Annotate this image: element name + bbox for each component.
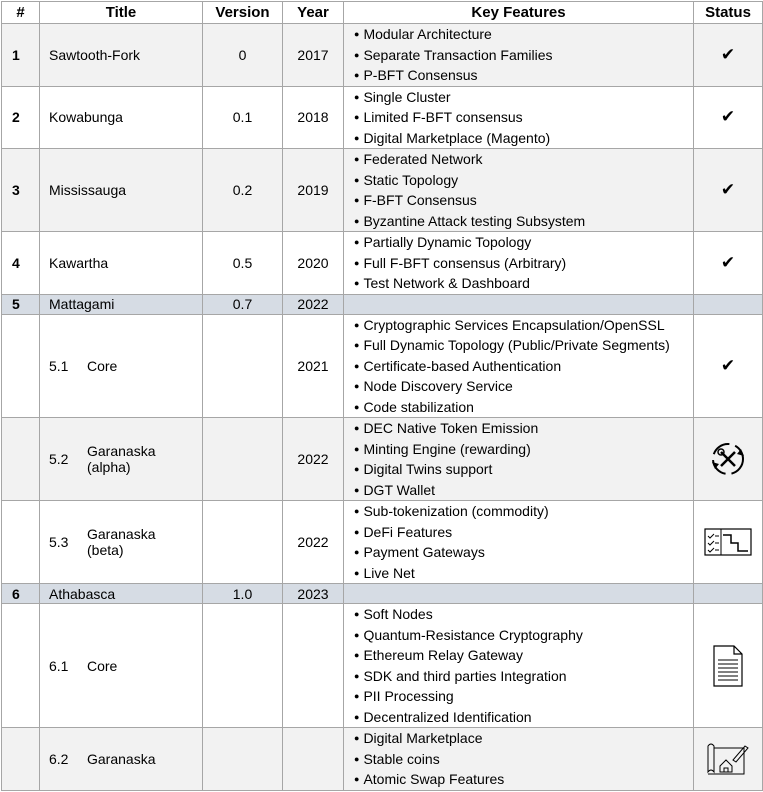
row-version: 0.5	[203, 232, 283, 295]
feature-item: ● Limited F-BFT consensus	[354, 107, 693, 128]
feature-item: ● SDK and third parties Integration	[354, 666, 693, 687]
blueprint-icon	[705, 740, 751, 778]
row-year: 2022	[283, 294, 344, 314]
feature-item: ● Federated Network	[354, 149, 693, 170]
table-row	[2, 232, 763, 295]
row-features	[344, 314, 694, 418]
row-status	[694, 294, 763, 314]
row-title: Sawtooth-Fork	[40, 24, 203, 87]
feature-item: ● Partially Dynamic Topology	[354, 232, 693, 253]
feature-item: ● Byzantine Attack testing Subsystem	[354, 211, 693, 232]
sub-number: 5.1	[49, 357, 69, 374]
table-row	[2, 149, 763, 232]
row-title	[40, 418, 203, 501]
check-icon: ✔	[720, 355, 736, 375]
row-title	[40, 728, 203, 791]
row-year: 2018	[283, 86, 344, 149]
roadmap-table	[1, 1, 763, 791]
header-version: Version	[203, 2, 283, 24]
feature-item: ● Minting Engine (rewarding)	[354, 439, 693, 460]
row-features	[344, 86, 694, 149]
sub-title: Core	[87, 357, 118, 374]
feature-item: ● Quantum-Resistance Cryptography	[354, 625, 693, 646]
feature-item: ● Cryptographic Services Encapsulation/OpenSSL	[354, 315, 693, 336]
table-row	[2, 86, 763, 149]
row-status	[694, 149, 763, 232]
row-status	[694, 418, 763, 501]
row-number: 6	[2, 584, 40, 604]
row-status	[694, 604, 763, 728]
row-version	[203, 314, 283, 418]
in-progress-tools-icon	[708, 439, 748, 479]
feature-item: ● Full F-BFT consensus (Arbitrary)	[354, 253, 693, 274]
row-features	[344, 149, 694, 232]
row-title: Mississauga	[40, 149, 203, 232]
row-number: 5	[2, 294, 40, 314]
row-year: 2022	[283, 501, 344, 584]
feature-item: ● Atomic Swap Features	[354, 769, 693, 790]
row-title	[40, 604, 203, 728]
row-features	[344, 232, 694, 295]
row-year	[283, 728, 344, 791]
table-row	[2, 418, 763, 501]
document-icon	[711, 644, 745, 688]
row-version	[203, 604, 283, 728]
row-number: 1	[2, 24, 40, 87]
feature-item: ● Sub-tokenization (commodity)	[354, 501, 693, 522]
feature-item: ● Static Topology	[354, 170, 693, 191]
row-status	[694, 728, 763, 791]
table-row	[2, 294, 763, 314]
feature-item: ● Single Cluster	[354, 87, 693, 108]
feature-item: ● Node Discovery Service	[354, 376, 693, 397]
row-version: 0.2	[203, 149, 283, 232]
table-row	[2, 24, 763, 87]
row-status	[694, 314, 763, 418]
row-number: 3	[2, 149, 40, 232]
feature-item: ● Test Network & Dashboard	[354, 273, 693, 294]
sub-title: Garanaska (alpha)	[87, 443, 156, 475]
feature-item: ● Certificate-based Authentication	[354, 356, 693, 377]
table-row	[2, 604, 763, 728]
feature-item: ● Full Dynamic Topology (Public/Private Segments)	[354, 335, 693, 356]
row-status	[694, 501, 763, 584]
row-number	[2, 314, 40, 418]
row-year: 2023	[283, 584, 344, 604]
row-features	[344, 604, 694, 728]
feature-item: ● Digital Twins support	[354, 459, 693, 480]
row-version	[203, 418, 283, 501]
header-year: Year	[283, 2, 344, 24]
feature-item: ● PII Processing	[354, 686, 693, 707]
header-num: #	[2, 2, 40, 24]
row-version: 0	[203, 24, 283, 87]
sub-title: Garanaska (beta)	[87, 526, 156, 558]
header-key-features: Key Features	[344, 2, 694, 24]
feature-item: ● Payment Gateways	[354, 542, 693, 563]
header-status: Status	[694, 2, 763, 24]
feature-item: ● F-BFT Consensus	[354, 190, 693, 211]
header-title: Title	[40, 2, 203, 24]
table-row	[2, 728, 763, 791]
row-version: 1.0	[203, 584, 283, 604]
feature-item: ● Digital Marketplace (Magento)	[354, 128, 693, 149]
checklist-workflow-icon	[704, 528, 752, 556]
row-year	[283, 604, 344, 728]
row-status	[694, 86, 763, 149]
table-row	[2, 584, 763, 604]
check-icon: ✔	[720, 180, 736, 199]
feature-item: ● Live Net	[354, 563, 693, 584]
table-row	[2, 314, 763, 418]
row-number	[2, 501, 40, 584]
check-icon: ✔	[720, 252, 736, 272]
check-icon: ✔	[720, 44, 736, 64]
feature-item: ● Code stabilization	[354, 397, 693, 418]
row-title: Kowabunga	[40, 86, 203, 149]
row-status	[694, 584, 763, 604]
row-number	[2, 604, 40, 728]
row-title	[40, 501, 203, 584]
header-row	[2, 2, 763, 24]
feature-item: ● DEC Native Token Emission	[354, 418, 693, 439]
sub-title: Garanaska	[87, 750, 156, 767]
row-title: Athabasca	[40, 584, 203, 604]
feature-item: ● Decentralized Identification	[354, 707, 693, 728]
row-title	[40, 314, 203, 418]
row-year: 2017	[283, 24, 344, 87]
row-features	[344, 501, 694, 584]
row-year: 2020	[283, 232, 344, 295]
row-year: 2019	[283, 149, 344, 232]
row-number	[2, 728, 40, 791]
sub-number: 5.3	[49, 534, 69, 550]
row-year: 2022	[283, 418, 344, 501]
sub-number: 5.2	[49, 451, 69, 467]
feature-item: ● P-BFT Consensus	[354, 65, 693, 86]
row-number: 2	[2, 86, 40, 149]
row-status	[694, 232, 763, 295]
row-version: 0.1	[203, 86, 283, 149]
row-features	[344, 584, 694, 604]
feature-item: ● Separate Transaction Families	[354, 45, 693, 66]
row-year: 2021	[283, 314, 344, 418]
feature-item: ● DGT Wallet	[354, 480, 693, 501]
feature-item: ● Digital Marketplace	[354, 728, 693, 749]
row-version	[203, 728, 283, 791]
row-number	[2, 418, 40, 501]
row-number: 4	[2, 232, 40, 295]
row-features	[344, 418, 694, 501]
sub-number: 6.2	[49, 750, 69, 767]
feature-item: ● Stable coins	[354, 749, 693, 770]
row-title: Mattagami	[40, 294, 203, 314]
row-status	[694, 24, 763, 87]
sub-number: 6.1	[49, 657, 69, 674]
feature-item: ● Ethereum Relay Gateway	[354, 645, 693, 666]
table-row	[2, 501, 763, 584]
row-features	[344, 24, 694, 87]
row-version	[203, 501, 283, 584]
feature-item: ● Modular Architecture	[354, 24, 693, 45]
row-features	[344, 728, 694, 791]
sub-title: Core	[87, 657, 118, 674]
row-version: 0.7	[203, 294, 283, 314]
row-features	[344, 294, 694, 314]
row-title: Kawartha	[40, 232, 203, 295]
feature-item: ● DeFi Features	[354, 522, 693, 543]
check-icon: ✔	[720, 107, 736, 127]
feature-item: ● Soft Nodes	[354, 604, 693, 625]
